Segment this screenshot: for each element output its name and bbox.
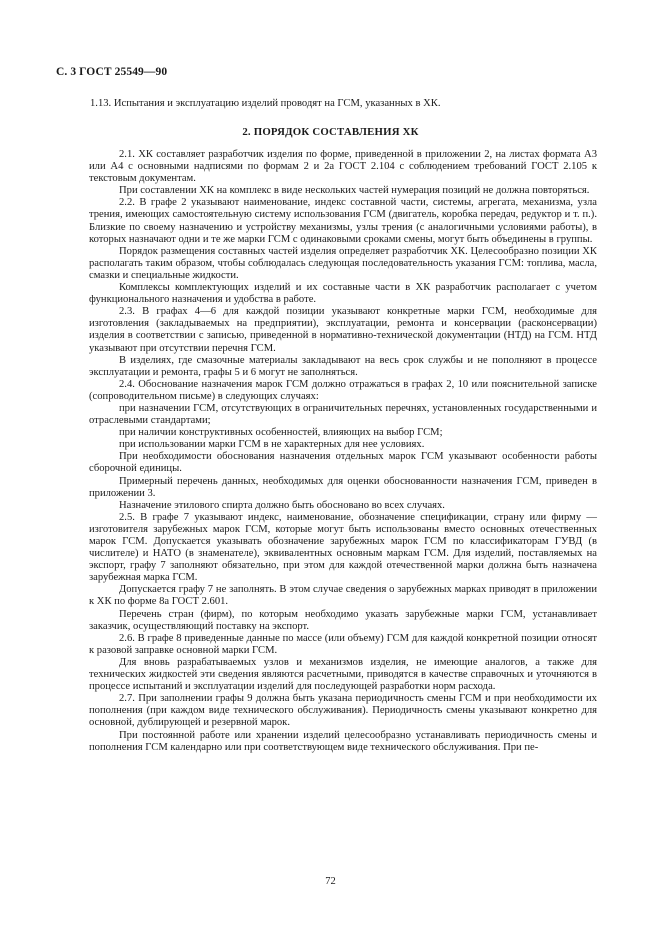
- paragraph: Примерный перечень данных, необходимых для оценки обоснованности назначения ГСМ, приведен в приложении 3.: [89, 475, 597, 499]
- paragraph: 2.7. При заполнении графы 9 должна быть указана периодичность смены ГСМ и при необходимости их пополнения (при каждом виде технического обслуживания). Периодичность смены указывают конкретно для основной, дублирующей и резервной марок.: [89, 693, 597, 729]
- running-header: С. 3 ГОСТ 25549—90: [56, 66, 168, 78]
- paragraph: 2.3. В графах 4—6 для каждой позиции указывают конкретные марки ГСМ, необходимые для изготовления (закладываемых на предприятии), эксплуатации, ремонта и консервации (расконсервации) изделия в соответствии с записью, приведенной в нормативно-технической документации (НТД) на ГСМ. НТД указывают при отсутствии перечня ГСМ.: [89, 306, 597, 354]
- paragraph: 2.6. В графе 8 приведенные данные по массе (или объему) ГСМ для каждой конкретной позиции относят к разовой заправке основной марки ГСМ.: [89, 632, 597, 656]
- paragraph: При постоянной работе или хранении изделий целесообразно устанавливать периодичность смены и пополнения ГСМ календарно или при соответствующем виде технического обслуживания. При пе-: [89, 729, 597, 753]
- paragraph: при использовании марки ГСМ в не характерных для нее условиях.: [119, 439, 425, 451]
- section-body: [89, 149, 597, 754]
- paragraph: Назначение этилового спирта должно быть обосновано во всех случаях.: [119, 499, 445, 511]
- paragraph: При составлении ХК на комплекс в виде нескольких частей нумерация позиций не должна повторяться.: [119, 185, 590, 197]
- paragraph: при назначении ГСМ, отсутствующих в ограничительных перечнях, установленных государственными и отраслевыми стандартами;: [89, 402, 597, 427]
- intro-paragraph: 1.13. Испытания и эксплуатацию изделий проводят на ГСМ, указанных в ХК.: [90, 98, 441, 109]
- paragraph: Комплексы комплектующих изделий и их составные части в ХК разработчик располагает с учетом функционального назначения и удобства в работе.: [89, 282, 597, 306]
- paragraph: Для вновь разрабатываемых узлов и механизмов изделия, не имеющие аналогов, а также для технических жидкостей эти сведения являются расчетными, приводятся в качестве справочных и уточняются в процессе испытаний и эксплуатации изделий для последующей разработки норм расхода.: [89, 656, 597, 693]
- paragraph: В изделиях, где смазочные материалы закладывают на весь срок службы и не пополняют в процессе эксплуатации и ремонта, графы 5 и 6 могут не заполняться.: [89, 354, 597, 378]
- paragraph: При необходимости обоснования назначения отдельных марок ГСМ указывают особенности работы сборочной единицы.: [89, 451, 597, 475]
- paragraph: Перечень стран (фирм), по которым необходимо указать зарубежные марки ГСМ, устанавливает заказчик, осуществляющий поставку на экспорт.: [89, 608, 597, 632]
- page-number: 72: [325, 876, 336, 887]
- paragraph: 2.1. ХК составляет разработчик изделия по форме, приведенной в приложении 2, на листах формата А3 или А4 с основными надписями по формам 2 и 2а ГОСТ 2.104 с соблюдением требований ГОСТ 2.105 к текстовым документам.: [89, 149, 597, 185]
- section-title: 2. ПОРЯДОК СОСТАВЛЕНИЯ ХК: [242, 126, 419, 138]
- paragraph: 2.5. В графе 7 указывают индекс, наименование, обозначение спецификации, страну или фирму — изготовителя зарубежных марок ГСМ, которые могут быть использованы вместо основных отечественных марок ГСМ. Допускается указывать обозначение зарубежных марок ГСМ по классификаторам ГУВД (в числителе) и НАТО (в знаменателе), эквивалентных основным маркам ГСМ. Для изделий, поставляемых на экспорт, графу 7 заполняют обязательно, при этом для каждой отечественной марки должна быть назначена зарубежная марка ГСМ.: [89, 511, 597, 584]
- paragraph: Порядок размещения составных частей изделия определяет разработчик ХК. Целесообразно позиции ХК располагать таким образом, чтобы соблюдалась следующая последовательность указания ГСМ: топлива, масла, смазки и специальные жидкости.: [89, 245, 597, 281]
- paragraph: при наличии конструктивных особенностей, влияющих на выбор ГСМ;: [119, 427, 443, 439]
- paragraph: 2.2. В графе 2 указывают наименование, индекс составной части, системы, агрегата, механизма, узла трения, имеющих самостоятельную систему использования ГСМ (двигатель, коробка передач, редуктор и т. п.). Близкие по своему назначению и устройству механизмы, узлы трения (с аналогичными условиями работы), в которых назначают одни и те же марки ГСМ с одинаковыми сроками смены, могут быть объединены в группы.: [89, 197, 597, 245]
- paragraph: 2.4. Обоснование назначения марок ГСМ должно отражаться в графах 2, 10 или пояснительной записке (сопроводительном письме) в следующих случаях:: [89, 378, 597, 402]
- paragraph: Допускается графу 7 не заполнять. В этом случае сведения о зарубежных марках приводят в приложении к ХК по форме 8а ГОСТ 2.601.: [89, 584, 597, 608]
